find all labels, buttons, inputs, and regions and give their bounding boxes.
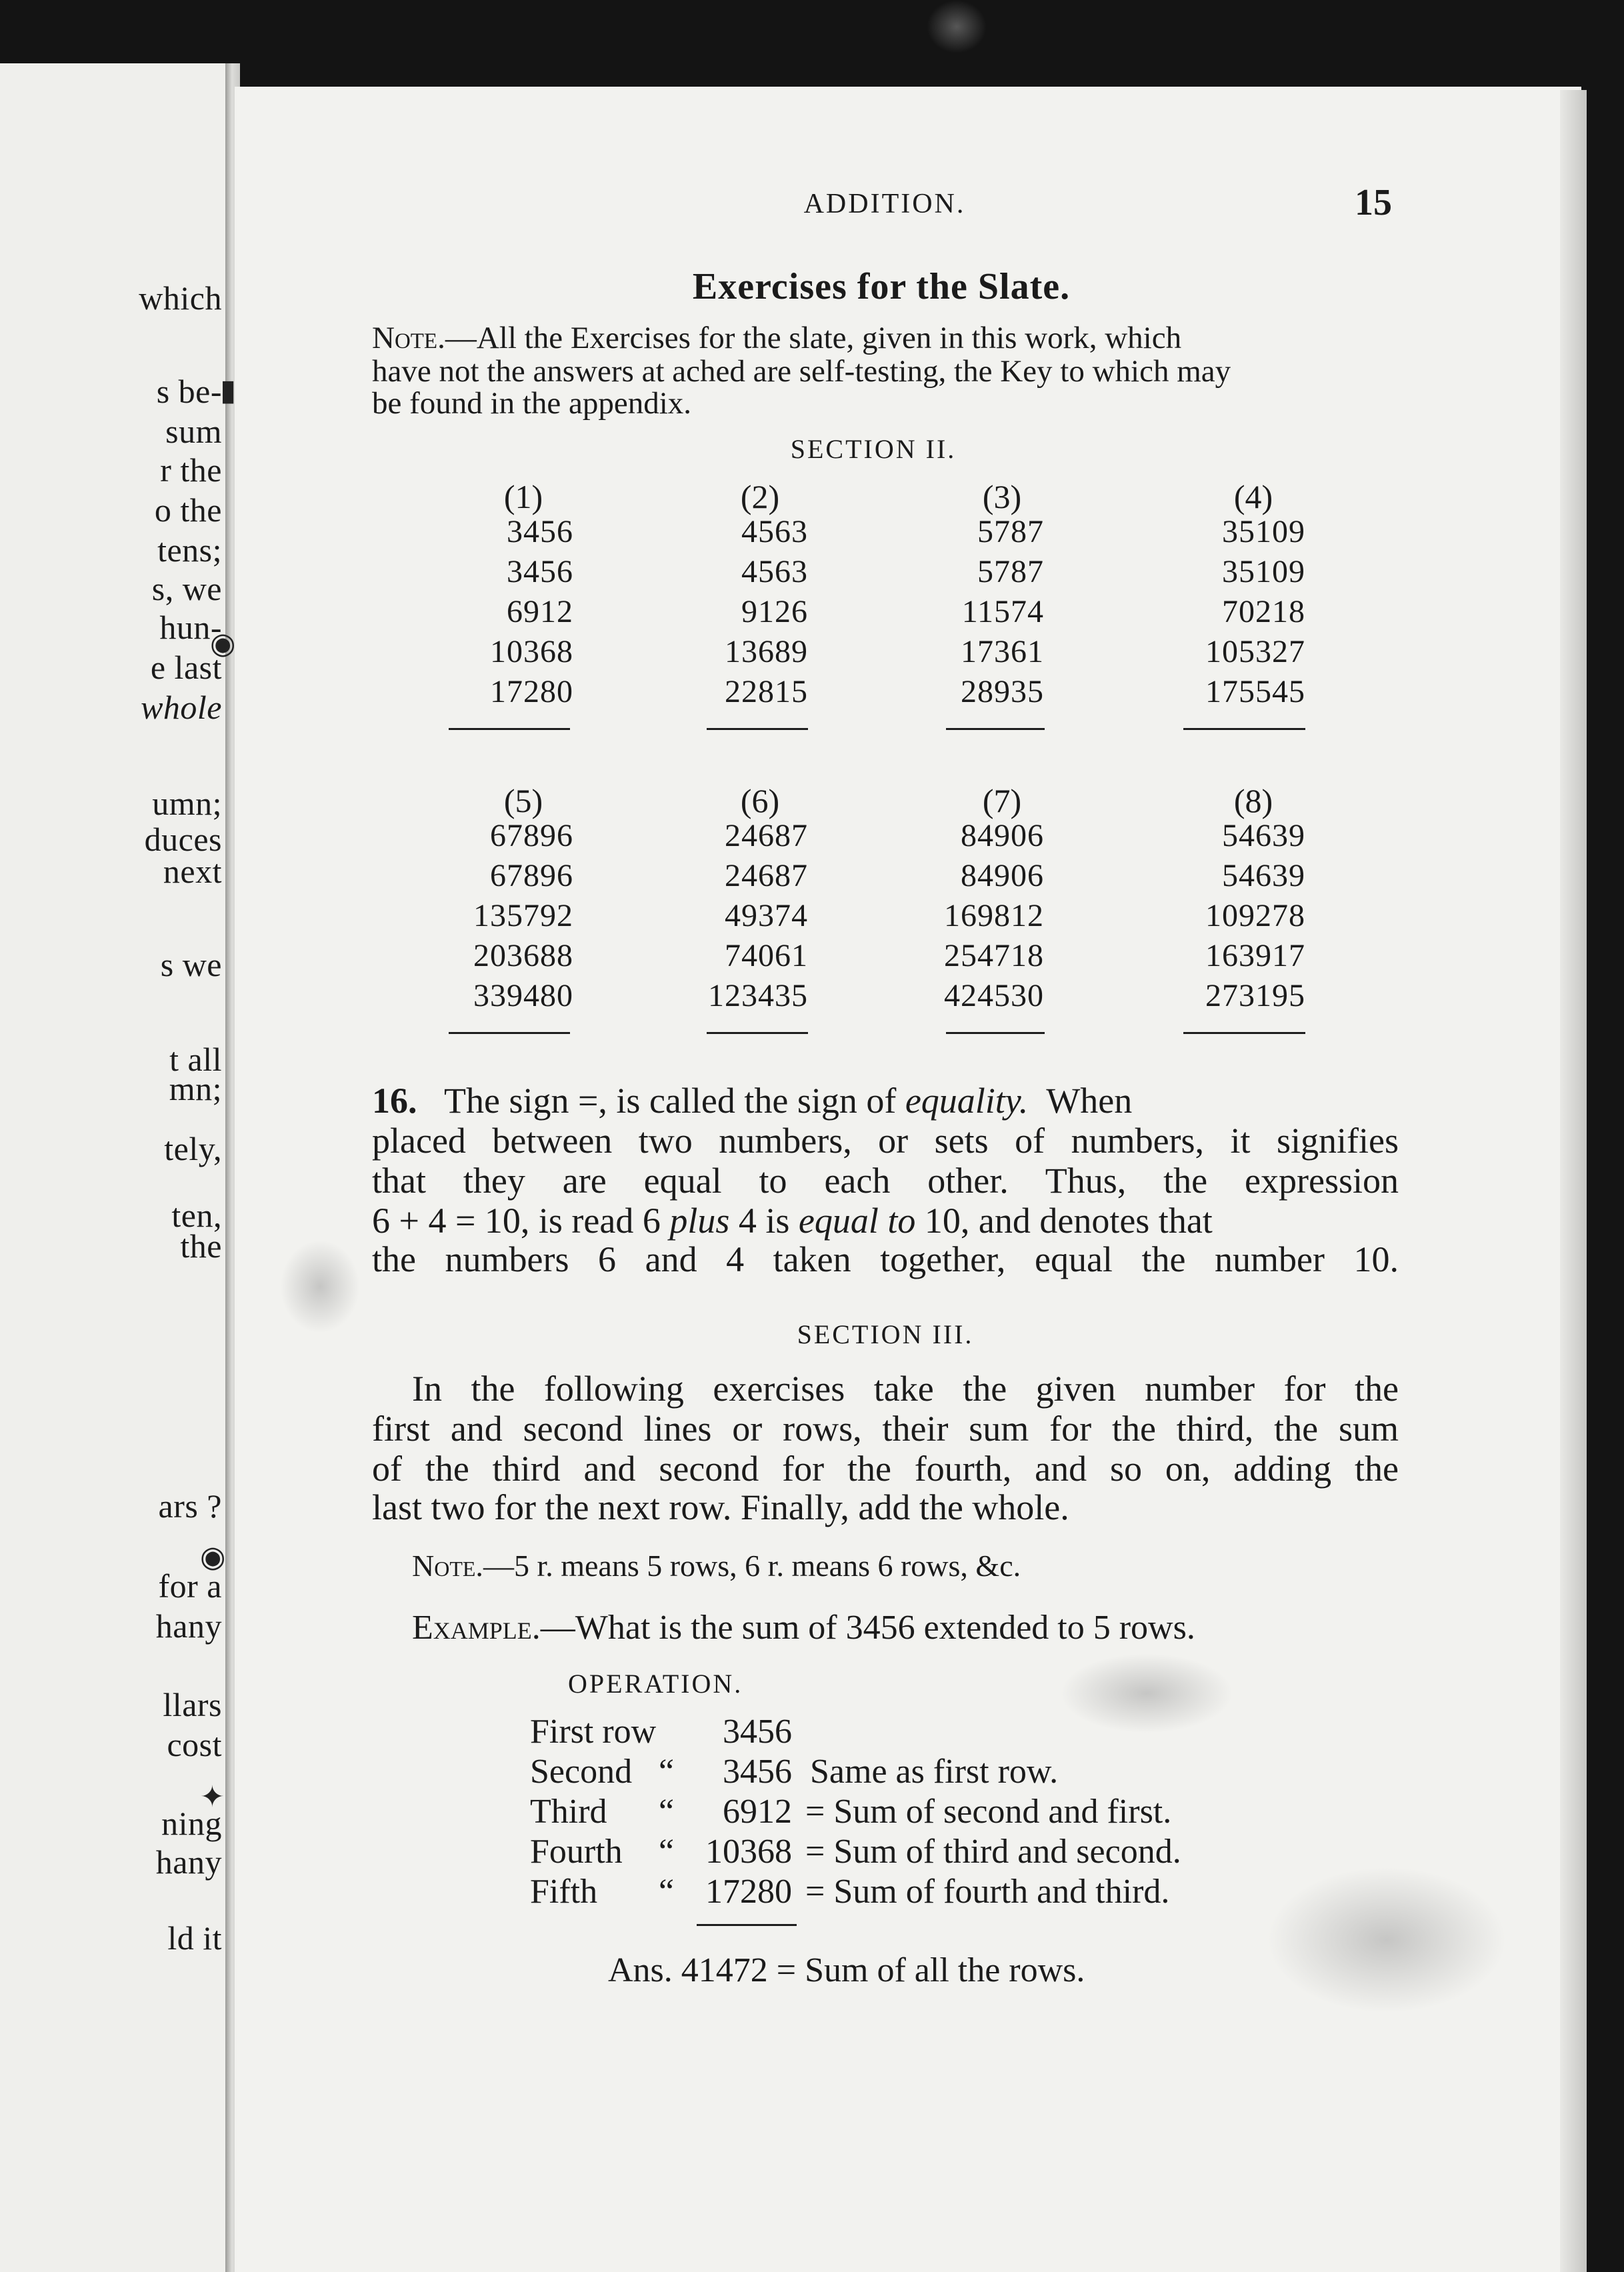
exercise-number: 123435: [708, 978, 808, 1013]
exercise-number: 35109: [1222, 514, 1305, 549]
exercise-number: 67896: [490, 818, 573, 853]
exercise-label: (1): [503, 478, 543, 515]
left-page-fragment: ning: [161, 1805, 222, 1842]
section-number: 16.: [372, 1081, 417, 1121]
binding-stitch-mark: ▮: [220, 374, 237, 407]
note-line-3: be found in the appendix.: [372, 386, 692, 421]
left-page-fragment: o the: [154, 491, 222, 529]
exercise-number: 5787: [977, 514, 1044, 549]
exercises-title: Exercises for the Slate.: [692, 266, 1071, 307]
exercise-label: (4): [1233, 478, 1273, 515]
note-text: —5 r. means 5 rows, 6 r. means 6 rows, &c.: [483, 1549, 1021, 1583]
exercise-sum-rule: [946, 1032, 1045, 1034]
exercise-number: 203688: [473, 938, 573, 973]
left-page-fragment: ars ?: [158, 1487, 222, 1525]
exercise-sum-rule: [946, 728, 1045, 730]
page-number: 15: [1355, 182, 1392, 223]
answer-value: 41472: [681, 1951, 768, 1989]
page-edge: [1560, 90, 1587, 2272]
exercise-number: 169812: [944, 898, 1044, 933]
exercise-label: (5): [503, 782, 543, 819]
operation-row-value: 3456: [723, 1753, 792, 1791]
note-line-1: [372, 320, 1181, 356]
para-text-italic: equal to: [798, 1201, 916, 1241]
left-page-fragment: s, we: [151, 570, 222, 607]
exercise-number: 10368: [490, 634, 573, 669]
operation-row-description: = Sum of fourth and third.: [805, 1873, 1170, 1911]
left-page-fragment: sum: [165, 413, 222, 450]
operation-row-description: Same as first row.: [810, 1753, 1059, 1791]
left-page-fragment: tely,: [164, 1130, 222, 1167]
binding-stitch-mark: ◉: [210, 627, 236, 660]
exercise-number: 254718: [944, 938, 1044, 973]
left-page-fragment: whole: [141, 689, 222, 726]
exercise-number: 135792: [473, 898, 573, 933]
left-facing-page: [0, 63, 230, 2272]
exercise-number: 84906: [961, 858, 1044, 893]
exercise-number: 54639: [1222, 818, 1305, 853]
operation-ditto-mark: “: [659, 1873, 675, 1911]
exercise-label: (6): [740, 782, 780, 819]
exercise-number: 13689: [725, 634, 808, 669]
operation-row-name: First row: [530, 1713, 657, 1751]
section-3-heading: SECTION III.: [797, 1319, 974, 1349]
note-line-2: have not the answers at ached are self-testing, the Key to which may: [372, 354, 1231, 389]
left-page-fragment: ld it: [167, 1919, 222, 1957]
exercise-sum-rule: [449, 1032, 570, 1034]
running-head: ADDITION.: [803, 189, 966, 219]
exercise-number: 17361: [961, 634, 1044, 669]
left-page-fragment: cost: [167, 1726, 222, 1763]
exercise-number: 4563: [741, 514, 808, 549]
exercise-number: 28935: [961, 674, 1044, 709]
exercise-number: 84906: [961, 818, 1044, 853]
section-3-line-3: of the third and second for the fourth, and so on, adding the: [372, 1449, 1399, 1489]
exercise-number: 22815: [725, 674, 808, 709]
exercise-number: 424530: [944, 978, 1044, 1013]
para-16-line-4: [372, 1200, 1213, 1241]
exercise-number: 35109: [1222, 554, 1305, 589]
exercise-label: (8): [1233, 782, 1273, 819]
para-text: 6 + 4 = 10, is read 6: [372, 1201, 661, 1241]
para-text-italic: plus: [669, 1201, 730, 1241]
exercise-number: 74061: [725, 938, 808, 973]
operation-row-name: Fifth: [530, 1873, 598, 1911]
left-page-fragment: e last: [150, 649, 222, 686]
exercise-number: 6912: [507, 594, 573, 629]
answer-line: [608, 1951, 1085, 1990]
example-label: Example.: [412, 1609, 541, 1647]
operation-row-value: 10368: [705, 1833, 792, 1871]
exercise-number: 54639: [1222, 858, 1305, 893]
operation-row-name: Fourth: [530, 1833, 623, 1871]
exercise-number: 175545: [1205, 674, 1305, 709]
para-text: The sign =, is called the sign of: [444, 1081, 897, 1121]
left-page-fragment: the: [180, 1227, 222, 1265]
operation-row-description: = Sum of second and first.: [805, 1793, 1172, 1831]
operation-row-value: 3456: [723, 1713, 792, 1751]
exercise-number: 24687: [725, 818, 808, 853]
left-page-fragment: hun-: [159, 609, 222, 646]
note-label: Note.: [372, 321, 445, 355]
left-page-fragment: t all: [169, 1041, 222, 1078]
left-page-fragment: mn;: [169, 1070, 222, 1107]
exercise-number: 339480: [473, 978, 573, 1013]
para-16-line-5: the numbers 6 and 4 taken together, equal the number 10.: [372, 1239, 1399, 1279]
operation-ditto-mark: “: [659, 1833, 675, 1871]
para-16-line-2: placed between two numbers, or sets of numbers, it signifies: [372, 1121, 1399, 1161]
left-page-fragment: s be-: [156, 373, 222, 410]
exercise-sum-rule: [707, 728, 808, 730]
para-text: 4 is: [738, 1201, 790, 1241]
exercise-number: 109278: [1205, 898, 1305, 933]
exercise-number: 67896: [490, 858, 573, 893]
exercise-number: 17280: [490, 674, 573, 709]
left-page-fragment: tens;: [157, 531, 222, 569]
section-2-heading: SECTION II.: [790, 434, 957, 464]
operation-row-value: 6912: [723, 1793, 792, 1831]
exercise-number: 11574: [961, 594, 1044, 629]
exercise-number: 9126: [741, 594, 808, 629]
binding-stitch-mark: ✦: [200, 1781, 225, 1813]
exercise-number: 49374: [725, 898, 808, 933]
note-label: Note.: [412, 1549, 483, 1583]
scan-smudge: [1060, 1653, 1233, 1733]
exercise-sum-rule: [707, 1032, 808, 1034]
left-page-fragment: llars: [163, 1686, 222, 1723]
left-page-fragment: next: [163, 853, 222, 890]
binding-stitch-mark: ◉: [200, 1541, 226, 1573]
operation-row-name: Third: [530, 1793, 607, 1831]
exercise-number: 3456: [507, 554, 573, 589]
exercise-number: 3456: [507, 514, 573, 549]
exercise-sum-rule: [449, 728, 570, 730]
left-page-fragment: which: [139, 279, 222, 317]
answer-label: Ans.: [608, 1951, 673, 1989]
example-line: [412, 1608, 1195, 1647]
left-page-fragment: duces: [144, 821, 222, 858]
operation-row-description: = Sum of third and second.: [805, 1833, 1181, 1871]
section-3-line-2: first and second lines or rows, their sum for the third, the sum: [372, 1409, 1399, 1449]
left-page-fragment: umn;: [152, 785, 222, 822]
para-text-italic: equality.: [905, 1081, 1029, 1121]
exercise-label: (2): [740, 478, 780, 515]
exercise-number: 163917: [1205, 938, 1305, 973]
left-page-fragment: hany: [155, 1607, 222, 1645]
para-text: 10, and denotes that: [924, 1201, 1213, 1241]
para-text: When: [1046, 1081, 1133, 1121]
exercise-label: (3): [982, 478, 1022, 515]
exercise-number: 105327: [1205, 634, 1305, 669]
operation-row-name: Second: [530, 1753, 633, 1791]
exercise-number: 5787: [977, 554, 1044, 589]
operation-ditto-mark: “: [659, 1753, 675, 1791]
answer-description: = Sum of all the rows.: [776, 1951, 1085, 1989]
left-page-fragment: r the: [160, 451, 222, 489]
note-text: —All the Exercises for the slate, given in this work, which: [445, 321, 1182, 355]
exercise-label: (7): [982, 782, 1022, 819]
exercise-number: 24687: [725, 858, 808, 893]
exercise-number: 273195: [1205, 978, 1305, 1013]
left-page-fragment: ten,: [171, 1197, 222, 1234]
left-page-fragment: s we: [160, 946, 222, 983]
para-16-line-3: that they are equal to each other. Thus, the expression: [372, 1161, 1399, 1201]
para-16-line-1: [372, 1080, 1132, 1121]
section-3-line-1: In the following exercises take the given number for the: [412, 1369, 1399, 1409]
left-page-fragment: hany: [155, 1843, 222, 1881]
exercise-number: 70218: [1222, 594, 1305, 629]
scan-smudge: [1267, 1867, 1507, 2013]
example-text: —What is the sum of 3456 extended to 5 rows.: [540, 1609, 1195, 1647]
exercise-sum-rule: [1183, 1032, 1305, 1034]
scan-smudge: [280, 1240, 360, 1333]
note-2: [412, 1548, 1021, 1583]
operation-row-value: 17280: [705, 1873, 792, 1911]
operation-sum-rule: [697, 1924, 797, 1926]
left-page-fragment: for a: [158, 1567, 222, 1605]
section-3-line-4: last two for the next row. Finally, add the whole.: [372, 1487, 1069, 1527]
operation-ditto-mark: “: [659, 1793, 675, 1831]
operation-heading: OPERATION.: [568, 1669, 743, 1699]
scan-smudge: [927, 0, 987, 53]
exercise-number: 4563: [741, 554, 808, 589]
exercise-sum-rule: [1183, 728, 1305, 730]
